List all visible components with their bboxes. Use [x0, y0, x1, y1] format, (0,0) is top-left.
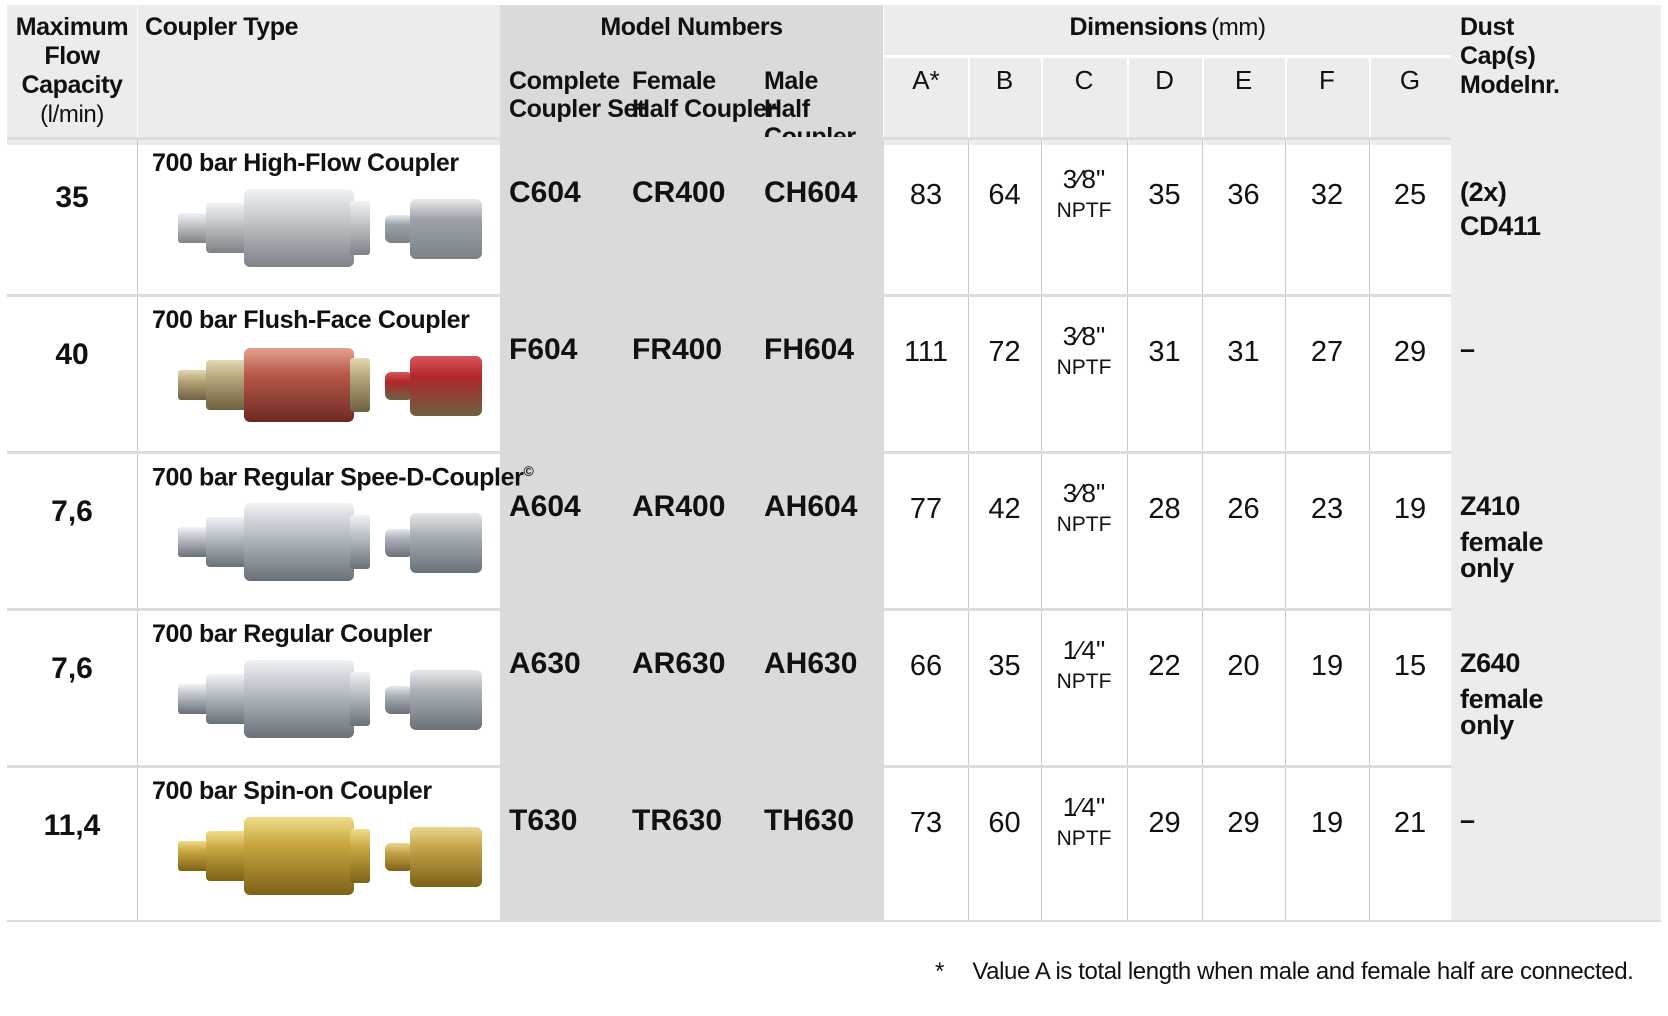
- coupler-type-name: [152, 463, 533, 492]
- dimension-b: 35: [988, 649, 1021, 682]
- male-half-coupler-model: AH630: [764, 647, 858, 680]
- dimension-e: 31: [1227, 335, 1260, 368]
- male-half-coupler-model: TH630: [764, 804, 855, 837]
- dust-cap-model: [1460, 493, 1543, 581]
- coupler-product-image: [170, 491, 490, 606]
- thread-type: NPTF: [1056, 670, 1112, 693]
- header-max-flow: [7, 5, 137, 145]
- dimension-d: 28: [1148, 492, 1181, 525]
- female-half-coupler-model: FR400: [632, 333, 723, 366]
- dim-header-a: A*: [912, 64, 940, 95]
- dimension-e: 36: [1227, 178, 1260, 211]
- dust-cap-model: [1460, 336, 1475, 362]
- dimension-g: 19: [1393, 492, 1427, 525]
- header-dust-line2: Cap(s): [1460, 42, 1536, 70]
- footnote: [935, 958, 1633, 986]
- dim-header-g: G: [1399, 64, 1421, 95]
- dust-cap-line: (2x): [1460, 177, 1507, 207]
- max-flow-value: 35: [55, 181, 89, 214]
- dimension-a: 83: [909, 178, 943, 211]
- footnote-star: *: [935, 958, 945, 985]
- thread-size: 1⁄4": [1062, 792, 1106, 822]
- dimension-b: 60: [988, 806, 1021, 839]
- thread-size: 3⁄8": [1062, 478, 1106, 508]
- header-max-flow-unit: (l/min): [40, 101, 104, 128]
- complete-coupler-set-model: A630: [509, 647, 581, 680]
- dimension-a: 77: [909, 492, 943, 525]
- complete-coupler-set-model: T630: [509, 804, 578, 837]
- footnote-text: Value A is total length when male and female half are connected.: [972, 958, 1634, 985]
- dust-cap-line: female: [1460, 527, 1544, 557]
- coupler-type-label: 700 bar Spin-on Coupler: [152, 777, 432, 805]
- table-row: [7, 294, 1661, 451]
- coupler-type-label: 700 bar Regular Coupler: [152, 620, 432, 648]
- dim-header-b: B: [995, 64, 1014, 95]
- coupler-type-name: [152, 777, 432, 806]
- dimension-f: 32: [1310, 178, 1344, 211]
- coupler-type-label: 700 bar Regular Spee-D-Coupler: [152, 463, 524, 492]
- dimension-g: 29: [1393, 335, 1427, 368]
- dimension-g: 15: [1393, 649, 1427, 682]
- thread-size: 1⁄4": [1062, 635, 1106, 665]
- dust-cap-model: [1460, 807, 1475, 833]
- female-half-coupler-model: AR400: [632, 490, 726, 523]
- coupler-product-image: [170, 648, 490, 763]
- table-row: [7, 137, 1661, 294]
- max-flow-value: 40: [55, 338, 89, 371]
- dimension-b: 72: [988, 335, 1021, 368]
- dust-cap-line: –: [1460, 805, 1475, 835]
- dimension-f: 27: [1310, 335, 1344, 368]
- female-half-coupler-model: CR400: [632, 176, 726, 209]
- max-flow-value: 7,6: [51, 495, 93, 528]
- header-model-numbers-label: Model Numbers: [600, 13, 783, 41]
- header-dust-line1: Dust: [1460, 13, 1514, 41]
- coupler-type-name: [152, 306, 469, 335]
- dimension-b: 42: [988, 492, 1021, 525]
- dimension-e: 29: [1227, 806, 1260, 839]
- dimension-a: 66: [909, 649, 943, 682]
- male-half-coupler-model: AH604: [764, 490, 858, 523]
- thread-size: 3⁄8": [1062, 164, 1106, 194]
- coupler-type-name: [152, 620, 432, 649]
- coupler-type-label: 700 bar High-Flow Coupler: [152, 149, 459, 177]
- dim-header-f: F: [1319, 64, 1335, 95]
- dimension-a: 73: [909, 806, 943, 839]
- dimension-c: [1041, 636, 1127, 694]
- dimension-c: [1041, 793, 1127, 851]
- dust-cap-line: Z410: [1460, 491, 1520, 521]
- table-bottom-border: [7, 920, 1661, 922]
- header-coupler-type-label: Coupler Type: [145, 13, 299, 41]
- header-female-line1: Female: [632, 67, 716, 95]
- header-female-line2: Half Coupler: [632, 95, 776, 123]
- dust-cap-line: only: [1460, 553, 1514, 583]
- coupler-product-image: [170, 805, 490, 920]
- copyright-mark: ©: [523, 463, 534, 479]
- dimension-f: 23: [1310, 492, 1344, 525]
- max-flow-value: 7,6: [51, 652, 93, 685]
- dimension-c: [1041, 165, 1127, 223]
- complete-coupler-set-model: C604: [509, 176, 581, 209]
- header-dust-cap: [1451, 5, 1661, 145]
- thread-type: NPTF: [1056, 199, 1112, 222]
- dimension-e: 20: [1227, 649, 1260, 682]
- dust-cap-line: –: [1460, 334, 1475, 364]
- dust-cap-model: [1460, 179, 1541, 239]
- coupler-product-image: [170, 334, 490, 449]
- dimension-d: 22: [1148, 649, 1181, 682]
- header-complete-line2: Coupler Set: [509, 95, 645, 123]
- table-row: [7, 765, 1661, 922]
- dimension-d: 35: [1148, 178, 1181, 211]
- header-dimensions-label: Dimensions: [1069, 13, 1208, 41]
- dust-cap-line: CD411: [1460, 211, 1541, 241]
- male-half-coupler-model: CH604: [764, 176, 858, 209]
- header-max-flow-line3: Capacity: [21, 71, 123, 99]
- dim-header-e: E: [1234, 64, 1253, 95]
- header-model-numbers: [500, 5, 883, 145]
- header-male-line2: Half: [764, 95, 810, 123]
- header-max-flow-line2: Flow: [44, 42, 100, 70]
- thread-size: 3⁄8": [1062, 321, 1106, 351]
- coupler-spec-table: [7, 5, 1661, 980]
- dimension-c: [1041, 479, 1127, 537]
- header-complete-line1: Complete: [509, 67, 620, 95]
- coupler-type-name: [152, 149, 459, 178]
- dimension-d: 31: [1148, 335, 1181, 368]
- male-half-coupler-model: FH604: [764, 333, 855, 366]
- dust-cap-line: only: [1460, 710, 1514, 740]
- dimension-f: 19: [1310, 649, 1344, 682]
- dimension-c: [1041, 322, 1127, 380]
- max-flow-value: 11,4: [43, 809, 101, 842]
- dim-header-d: D: [1155, 64, 1174, 95]
- dimension-a: 111: [903, 335, 949, 368]
- complete-coupler-set-model: A604: [509, 490, 581, 523]
- female-half-coupler-model: AR630: [632, 647, 726, 680]
- coupler-product-image: [170, 177, 490, 292]
- header-dust-line3: Modelnr.: [1460, 71, 1560, 99]
- thread-type: NPTF: [1056, 356, 1112, 379]
- dimension-e: 26: [1227, 492, 1260, 525]
- dimension-d: 29: [1148, 806, 1181, 839]
- dimension-g: 25: [1393, 178, 1427, 211]
- header-dimensions-unit: (mm): [1211, 14, 1266, 41]
- table-row: [7, 608, 1661, 765]
- thread-type: NPTF: [1056, 513, 1112, 536]
- dust-cap-line: Z640: [1460, 648, 1520, 678]
- dust-cap-model: [1460, 650, 1543, 738]
- coupler-type-label: 700 bar Flush-Face Coupler: [152, 306, 470, 334]
- female-half-coupler-model: TR630: [632, 804, 723, 837]
- table-row: [7, 451, 1661, 608]
- header-male-line1: Male: [764, 67, 818, 95]
- header-coupler-type: [138, 5, 500, 145]
- dust-cap-line: female: [1460, 684, 1544, 714]
- dimension-g: 21: [1393, 806, 1427, 839]
- dimension-f: 19: [1310, 806, 1344, 839]
- header-max-flow-line1: Maximum: [15, 13, 129, 41]
- dimension-b: 64: [988, 178, 1021, 211]
- dim-header-c: C: [1074, 64, 1094, 95]
- complete-coupler-set-model: F604: [509, 333, 578, 366]
- thread-type: NPTF: [1056, 827, 1112, 850]
